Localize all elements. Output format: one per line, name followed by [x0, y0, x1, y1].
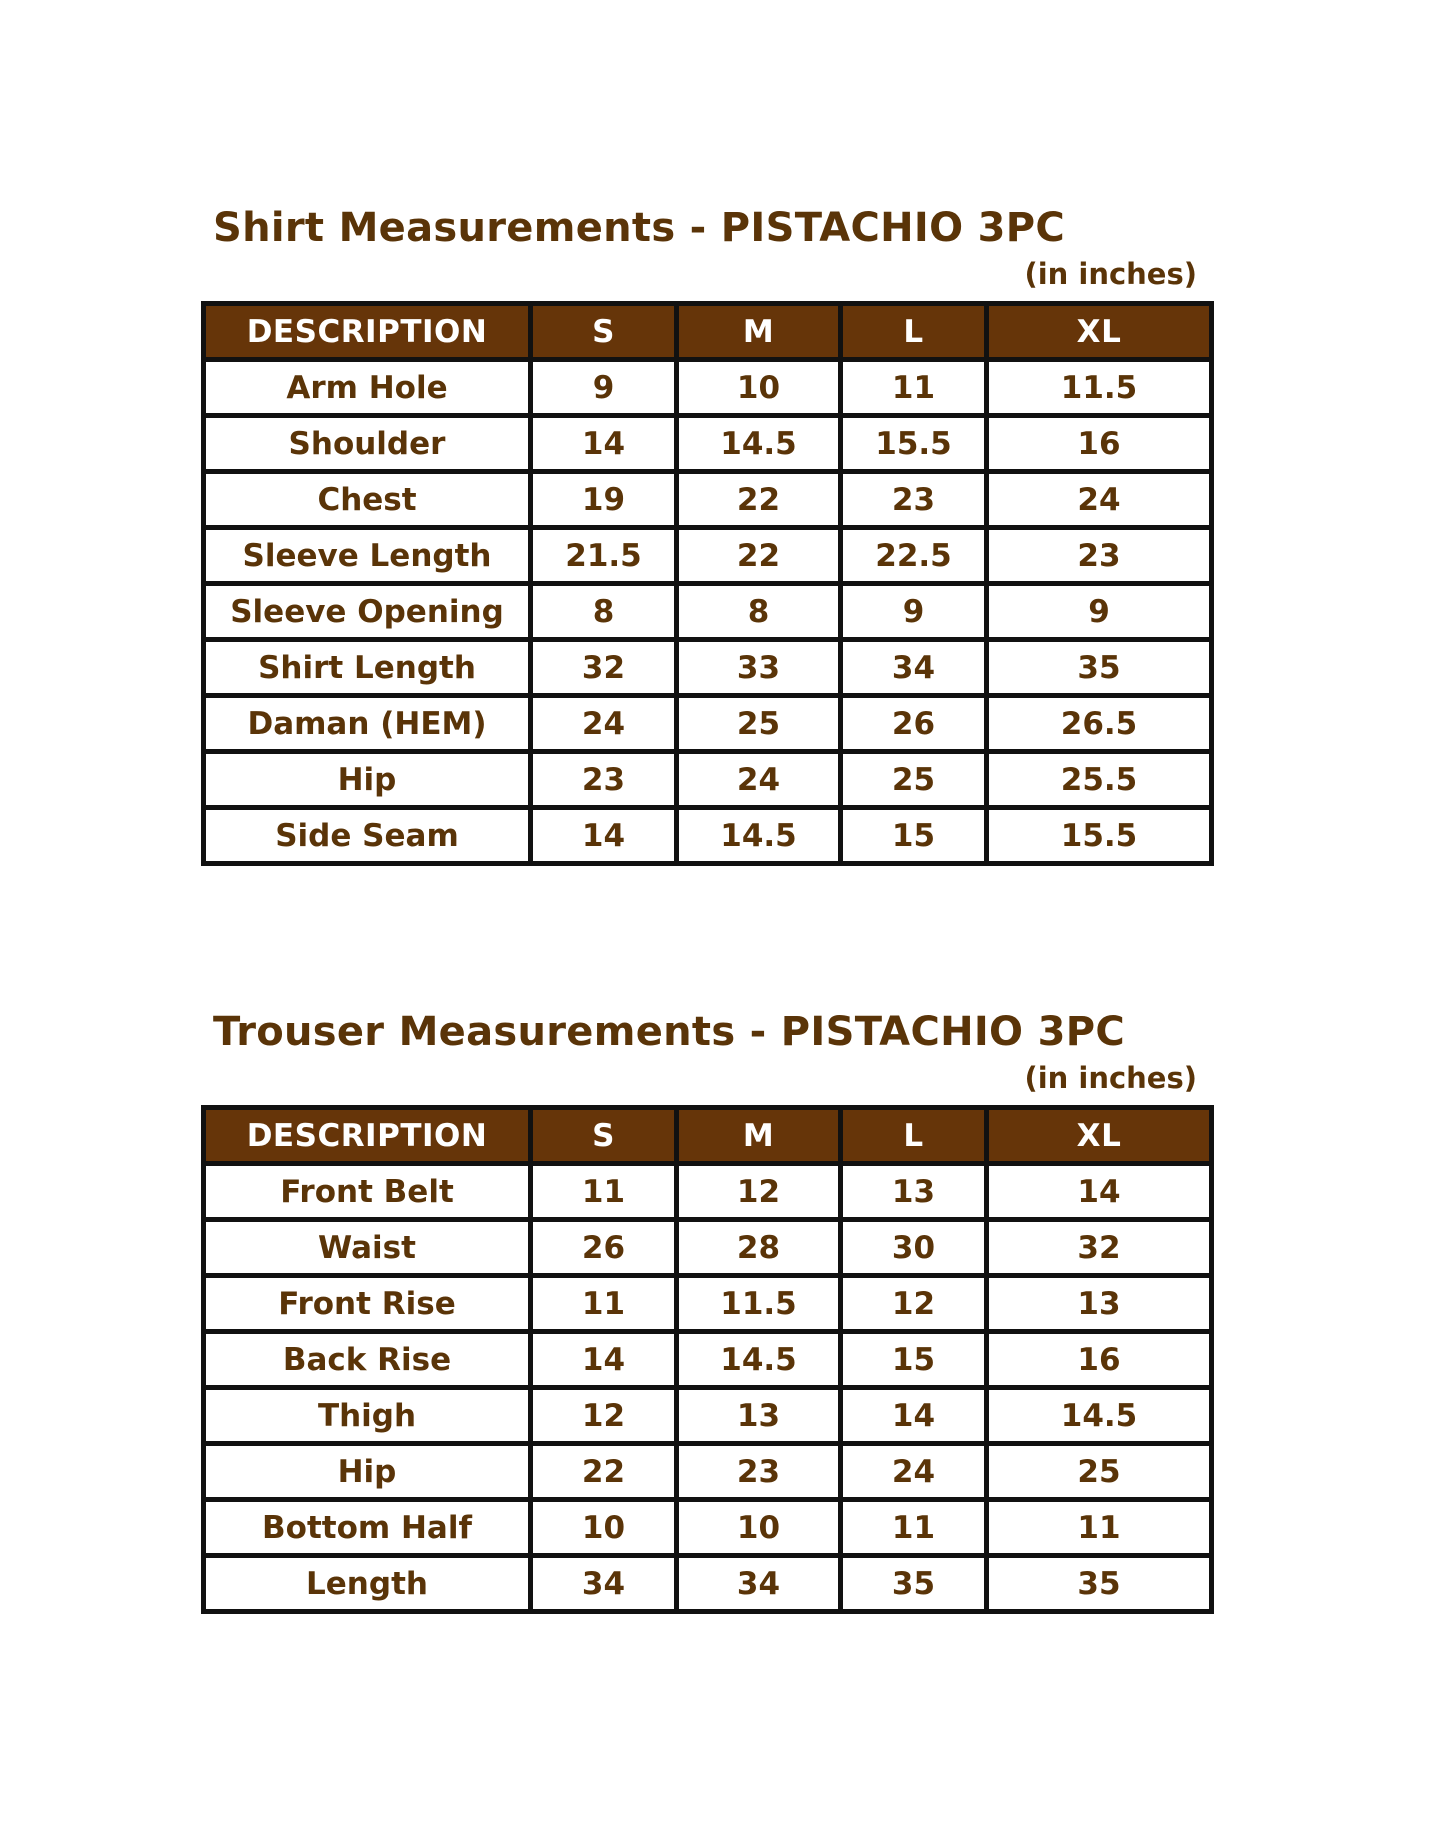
value-xl: 13 [987, 1276, 1212, 1332]
row-description: Daman (HEM) [204, 696, 531, 752]
header-size-s: S [531, 1108, 677, 1164]
value-xl: 16 [987, 416, 1212, 472]
table-row [204, 584, 1212, 640]
value-m: 14.5 [677, 1332, 841, 1388]
value-xl: 35 [987, 1556, 1212, 1612]
value-s: 24 [531, 696, 677, 752]
row-description: Shoulder [204, 416, 531, 472]
trouser-measurements-table [201, 1105, 1214, 1614]
value-s: 12 [531, 1388, 677, 1444]
value-m: 14.5 [677, 808, 841, 864]
value-xl: 32 [987, 1220, 1212, 1276]
trouser-table-title: Trouser Measurements - PISTACHIO 3PC [213, 1009, 1125, 1055]
table-row [204, 472, 1212, 528]
table-row [204, 752, 1212, 808]
header-size-xl: XL [987, 1108, 1212, 1164]
table-row [204, 360, 1212, 416]
shirt-measurements-table [201, 301, 1214, 866]
value-l: 13 [841, 1164, 987, 1220]
table-row [204, 1220, 1212, 1276]
row-description: Chest [204, 472, 531, 528]
header-size-xl: XL [987, 304, 1212, 360]
value-l: 15 [841, 808, 987, 864]
row-description: Hip [204, 1444, 531, 1500]
value-l: 11 [841, 360, 987, 416]
row-description: Thigh [204, 1388, 531, 1444]
value-xl: 16 [987, 1332, 1212, 1388]
trouser-unit-note: (in inches) [1024, 1061, 1197, 1095]
value-l: 12 [841, 1276, 987, 1332]
row-description: Bottom Half [204, 1500, 531, 1556]
value-s: 22 [531, 1444, 677, 1500]
value-m: 11.5 [677, 1276, 841, 1332]
row-description: Sleeve Opening [204, 584, 531, 640]
table-row [204, 808, 1212, 864]
header-size-m: M [677, 304, 841, 360]
value-xl: 24 [987, 472, 1212, 528]
value-xl: 14.5 [987, 1388, 1212, 1444]
header-size-s: S [531, 304, 677, 360]
value-m: 23 [677, 1444, 841, 1500]
row-description: Length [204, 1556, 531, 1612]
row-description: Arm Hole [204, 360, 531, 416]
value-s: 23 [531, 752, 677, 808]
value-s: 9 [531, 360, 677, 416]
row-description: Shirt Length [204, 640, 531, 696]
table-row [204, 640, 1212, 696]
value-s: 34 [531, 1556, 677, 1612]
value-s: 11 [531, 1276, 677, 1332]
value-l: 9 [841, 584, 987, 640]
table-header-row [204, 304, 1212, 360]
value-xl: 9 [987, 584, 1212, 640]
value-s: 19 [531, 472, 677, 528]
value-m: 10 [677, 1500, 841, 1556]
table-row [204, 1276, 1212, 1332]
value-s: 11 [531, 1164, 677, 1220]
value-s: 14 [531, 808, 677, 864]
value-xl: 26.5 [987, 696, 1212, 752]
value-m: 33 [677, 640, 841, 696]
header-size-m: M [677, 1108, 841, 1164]
value-l: 26 [841, 696, 987, 752]
value-m: 34 [677, 1556, 841, 1612]
value-s: 8 [531, 584, 677, 640]
table-header-row [204, 1108, 1212, 1164]
value-xl: 14 [987, 1164, 1212, 1220]
shirt-measurements-section [201, 205, 1209, 925]
table-row [204, 696, 1212, 752]
value-m: 12 [677, 1164, 841, 1220]
row-description: Side Seam [204, 808, 531, 864]
value-m: 8 [677, 584, 841, 640]
value-xl: 11.5 [987, 360, 1212, 416]
header-size-l: L [841, 304, 987, 360]
table-row [204, 1332, 1212, 1388]
table-row [204, 1556, 1212, 1612]
row-description: Sleeve Length [204, 528, 531, 584]
value-s: 10 [531, 1500, 677, 1556]
table-row [204, 1164, 1212, 1220]
row-description: Hip [204, 752, 531, 808]
table-row [204, 1444, 1212, 1500]
value-l: 25 [841, 752, 987, 808]
header-description: DESCRIPTION [204, 1108, 531, 1164]
row-description: Front Rise [204, 1276, 531, 1332]
value-s: 32 [531, 640, 677, 696]
value-m: 10 [677, 360, 841, 416]
value-s: 14 [531, 1332, 677, 1388]
row-description: Front Belt [204, 1164, 531, 1220]
table-row [204, 1388, 1212, 1444]
value-l: 15.5 [841, 416, 987, 472]
value-l: 23 [841, 472, 987, 528]
header-size-l: L [841, 1108, 987, 1164]
value-m: 22 [677, 528, 841, 584]
table-row [204, 416, 1212, 472]
value-l: 35 [841, 1556, 987, 1612]
value-l: 22.5 [841, 528, 987, 584]
value-xl: 35 [987, 640, 1212, 696]
value-l: 14 [841, 1388, 987, 1444]
value-l: 30 [841, 1220, 987, 1276]
value-l: 15 [841, 1332, 987, 1388]
value-m: 22 [677, 472, 841, 528]
value-m: 28 [677, 1220, 841, 1276]
value-m: 13 [677, 1388, 841, 1444]
value-m: 14.5 [677, 416, 841, 472]
row-description: Back Rise [204, 1332, 531, 1388]
value-xl: 23 [987, 528, 1212, 584]
value-m: 24 [677, 752, 841, 808]
value-s: 26 [531, 1220, 677, 1276]
value-xl: 15.5 [987, 808, 1212, 864]
value-xl: 25.5 [987, 752, 1212, 808]
row-description: Waist [204, 1220, 531, 1276]
header-description: DESCRIPTION [204, 304, 531, 360]
shirt-unit-note: (in inches) [1024, 257, 1197, 291]
value-xl: 11 [987, 1500, 1212, 1556]
shirt-table-title: Shirt Measurements - PISTACHIO 3PC [213, 205, 1065, 251]
value-s: 21.5 [531, 528, 677, 584]
value-l: 11 [841, 1500, 987, 1556]
value-l: 34 [841, 640, 987, 696]
value-l: 24 [841, 1444, 987, 1500]
value-m: 25 [677, 696, 841, 752]
table-row [204, 528, 1212, 584]
value-s: 14 [531, 416, 677, 472]
value-xl: 25 [987, 1444, 1212, 1500]
trouser-measurements-section [201, 1009, 1209, 1679]
table-row [204, 1500, 1212, 1556]
